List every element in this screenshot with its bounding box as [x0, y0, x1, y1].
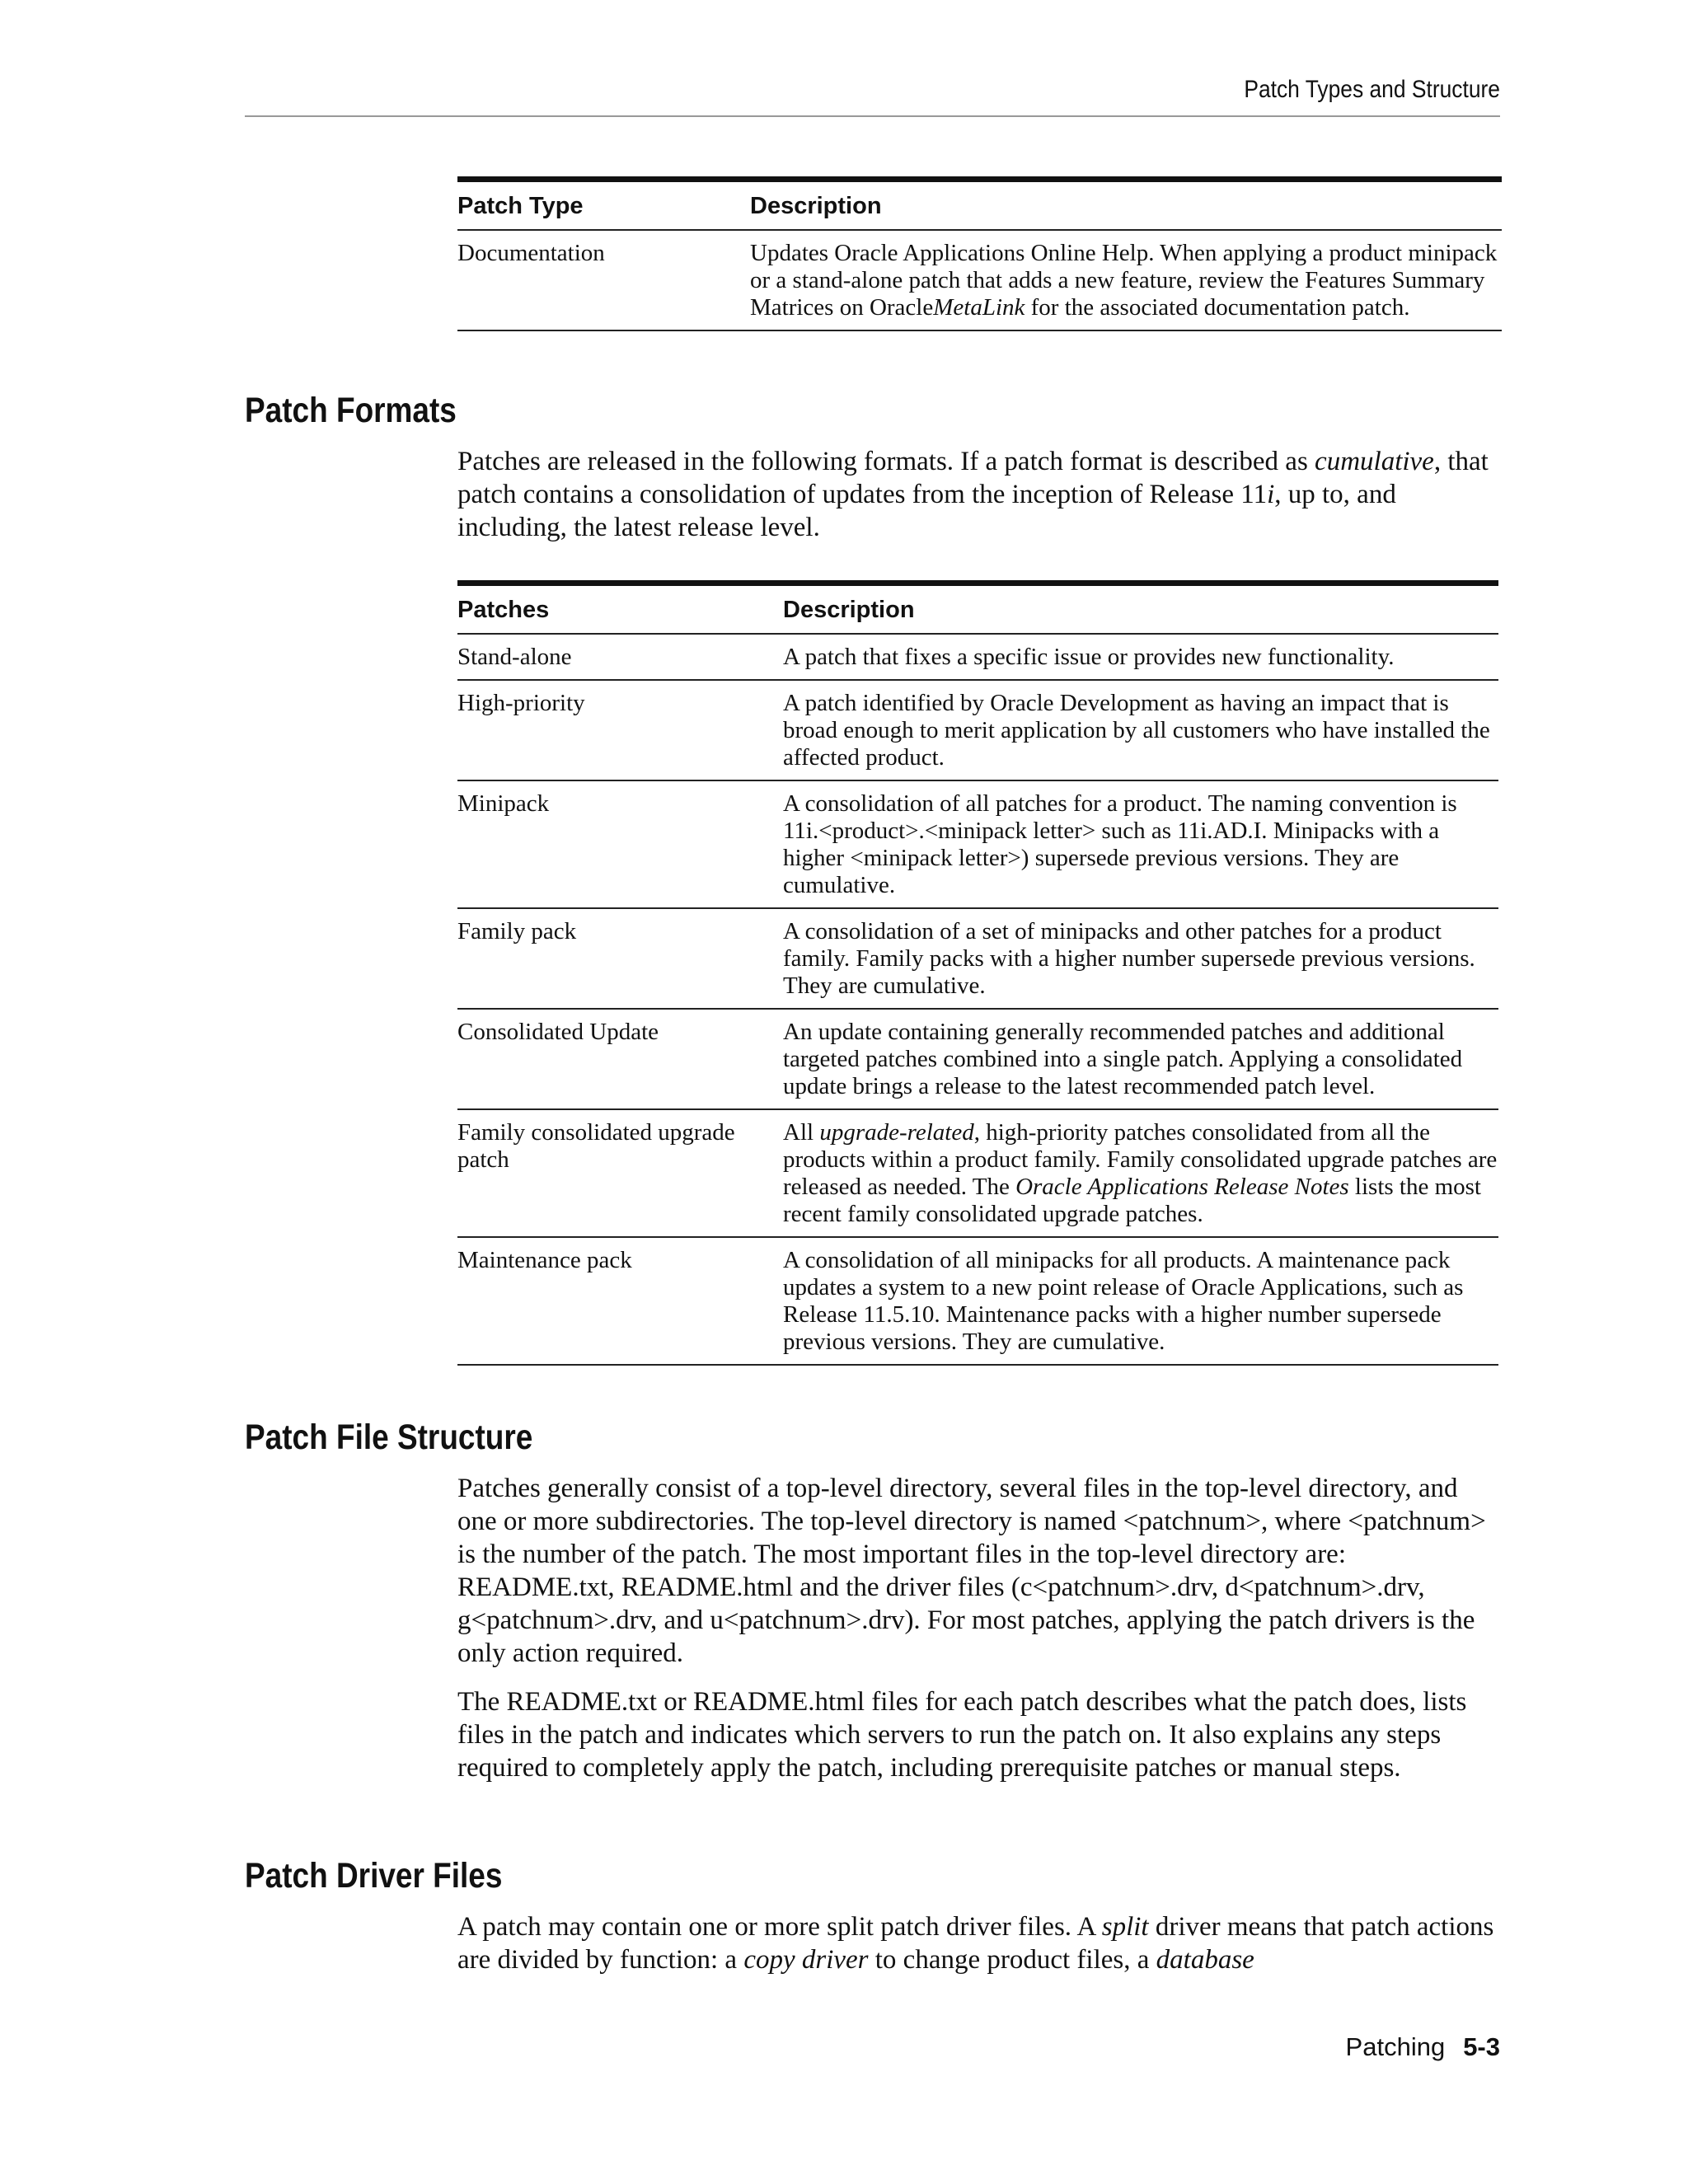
description-cell: A consolidation of all patches for a product. The naming convention is 11i.<product>.<minipack letter> such as 11i.AD.I. Minipacks with a higher <minipack letter>) supersede previous versions. They are cumulative. [783, 780, 1498, 908]
description-cell: All upgrade-related, high-priority patches consolidated from all the products within a product family. Family consolidated upgrade patches are released as needed. The Oracle Applications Release Notes lists the most recent family consolidated upgrade patches. [783, 1109, 1498, 1237]
patch-name-cell: Family pack [457, 908, 783, 1009]
patch-name-cell: High-priority [457, 680, 783, 780]
patch-name-cell: Stand-alone [457, 634, 783, 680]
column-header-patches: Patches [457, 583, 783, 635]
running-header-title: Patch Types and Structure [1244, 76, 1500, 103]
table-row [457, 1237, 1498, 1365]
column-header-description: Description [783, 583, 1498, 635]
description-cell: A patch that fixes a specific issue or provides new functionality. [783, 634, 1498, 680]
description-cell: A patch identified by Oracle Development as having an impact that is broad enough to merit application by all customers who have installed the affected product. [783, 680, 1498, 780]
table-row [457, 680, 1498, 780]
file-structure-paragraph-2: The README.txt or README.html files for each patch describes what the patch does, lists files in the patch and indicates which servers to run the patch on. It also explains any steps required to completely apply the patch, including prerequisite patches or manual steps. [457, 1687, 1467, 1783]
description-cell: An update containing generally recommended patches and additional targeted patches combined into a single patch. Applying a consolidated update brings a release to the latest recommended patch level. [783, 1009, 1498, 1109]
heading-patch-driver-files: Patch Driver Files [245, 1856, 503, 1896]
table-row [457, 230, 1502, 330]
patch-name-cell: Consolidated Update [457, 1009, 783, 1109]
table-row [457, 908, 1498, 1009]
table-row [457, 1109, 1498, 1237]
file-structure-paragraph-1: Patches generally consist of a top-level directory, several files in the top-level directory, and one or more subdirectories. The top-level directory is named <patchnum>, where <patchnum> is the number of the patch. The most important files in the top-level directory are: README.txt, README.html and the driver files (c<patchnum>.drv, d<patchnum>.drv, g<patchnum>.drv, and u<patchnum>.drv). For most patches, applying the patch drivers is the only action required. [457, 1474, 1486, 1668]
table-row [457, 1009, 1498, 1109]
description-cell: A consolidation of all minipacks for all products. A maintenance pack updates a system to a new point release of Oracle Applications, such as Release 11.5.10. Maintenance packs with a higher number supersede previous versions. They are cumulative. [783, 1237, 1498, 1365]
footer-chapter: Patching [1345, 2032, 1446, 2061]
table-row [457, 780, 1498, 908]
patch-name-cell: Family consolidated upgrade patch [457, 1109, 783, 1237]
patch-type-table [457, 176, 1502, 331]
patch-type-cell: Documentation [457, 230, 750, 330]
column-header-description: Description [750, 180, 1502, 231]
running-header [245, 73, 1500, 117]
heading-patch-file-structure: Patch File Structure [245, 1418, 533, 1457]
description-cell: Updates Oracle Applications Online Help. When applying a product minipack or a stand-alone patch that adds a new feature, review the Features Summary Matrices on OracleMetaLink for the associated documentation patch. [750, 230, 1502, 330]
page-number: 5-3 [1463, 2032, 1500, 2061]
driver-files-paragraph: A patch may contain one or more split patch driver files. A split driver means that patch actions are divided by function: a copy driver to change product files, a database [457, 1912, 1494, 1975]
patch-name-cell: Maintenance pack [457, 1237, 783, 1365]
patch-formats-intro: Patches are released in the following formats. If a patch format is described as cumulative, that patch contains a consolidation of updates from the inception of Release 11i, up to, and including, the latest release level. [457, 447, 1489, 542]
patch-name-cell: Minipack [457, 780, 783, 908]
description-cell: A consolidation of a set of minipacks and other patches for a product family. Family packs with a higher number supersede previous versions. They are cumulative. [783, 908, 1498, 1009]
table-row [457, 634, 1498, 680]
heading-patch-formats: Patch Formats [245, 391, 457, 430]
column-header-patch-type: Patch Type [457, 180, 750, 231]
patches-table [457, 580, 1498, 1366]
page-footer [1346, 2032, 1500, 2062]
